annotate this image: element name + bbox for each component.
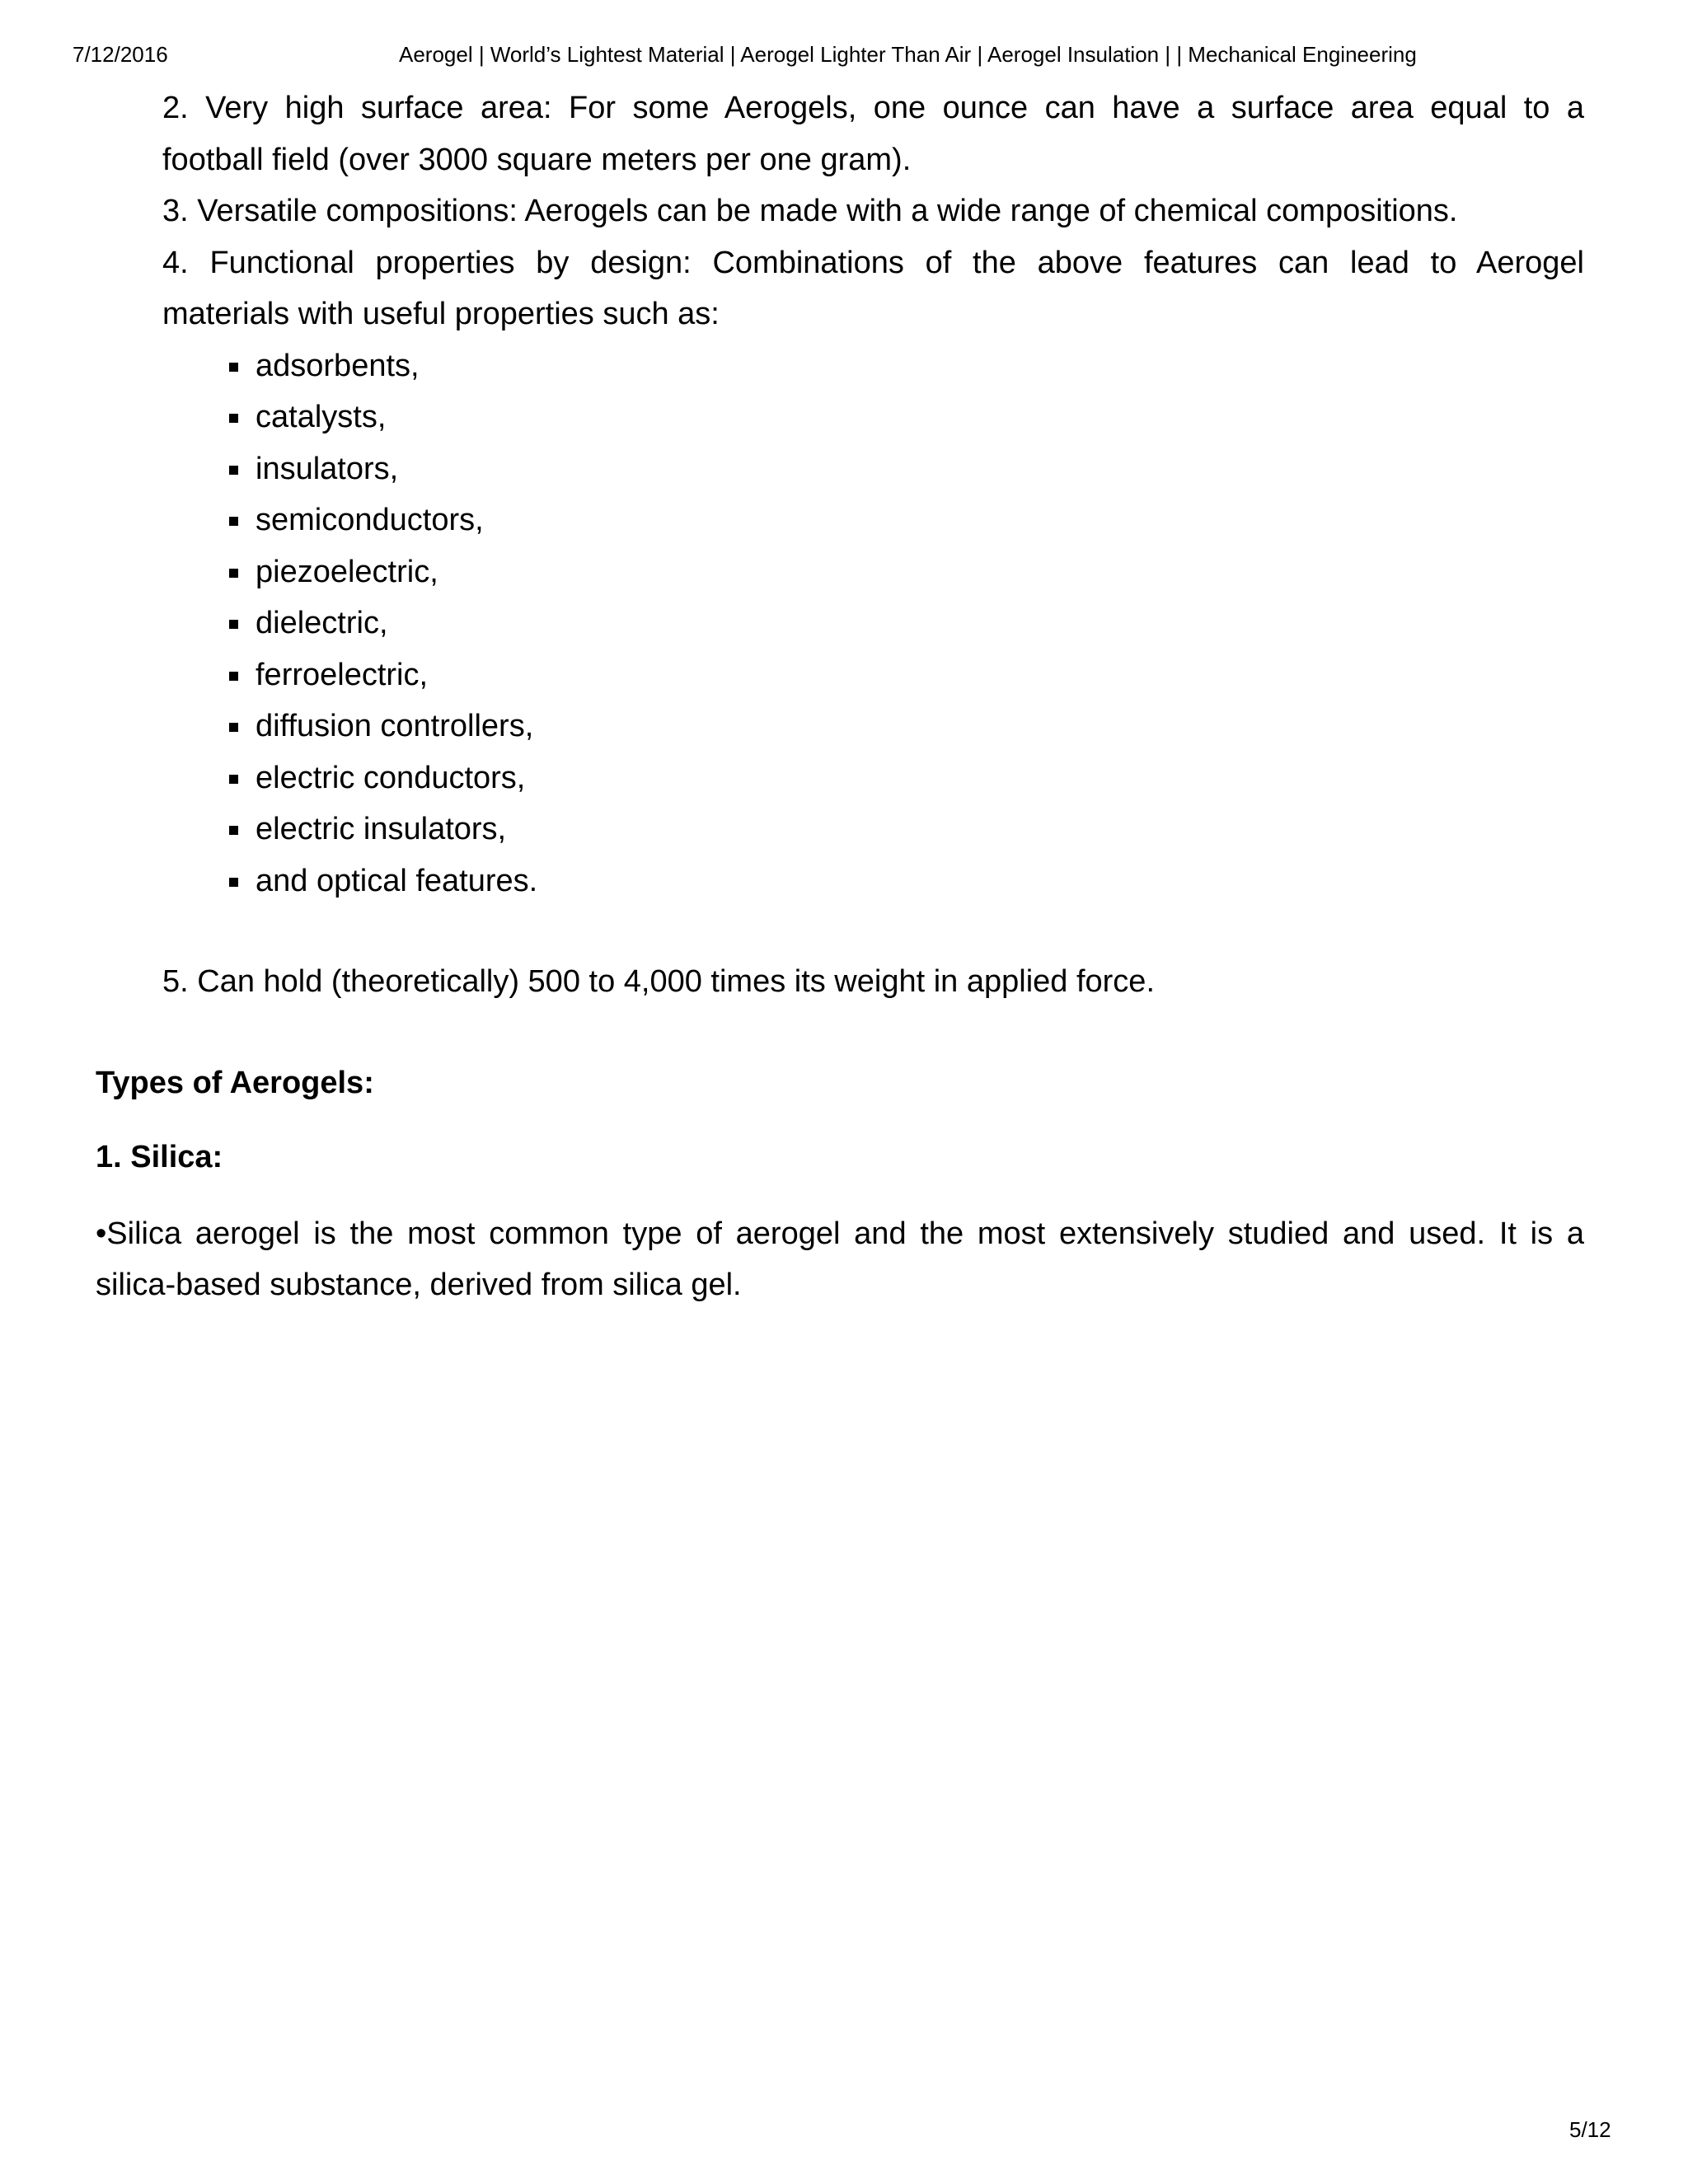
feature-list — [162, 340, 1584, 907]
silica-paragraph-line-2: silica-based substance, derived from silica gel. — [96, 1268, 742, 1302]
page-number: 5/12 — [1569, 2117, 1611, 2142]
feature-text: catalysts, — [256, 400, 387, 434]
feature-text: piezoelectric, — [256, 554, 438, 589]
list-item — [227, 855, 1584, 907]
feature-text: and optical features. — [256, 863, 538, 898]
feature-text: adsorbents, — [256, 348, 420, 383]
square-bullet-icon — [229, 878, 238, 887]
feature-text: ferroelectric, — [256, 657, 429, 692]
property-item-4-line-2: materials with useful properties such as: — [162, 297, 720, 331]
spacer — [96, 1108, 1584, 1132]
square-bullet-icon — [229, 466, 238, 475]
feature-text: diffusion controllers, — [256, 709, 534, 743]
feature-text: dielectric, — [256, 606, 388, 640]
feature-text: semiconductors, — [256, 503, 484, 537]
property-item-5: 5. Can hold (theoretically) 500 to 4,000 times its weight in applied force. — [162, 964, 1155, 999]
feature-text: electric insulators, — [256, 812, 507, 846]
print-date: 7/12/2016 — [73, 42, 168, 67]
list-item — [227, 752, 1584, 804]
square-bullet-icon — [229, 517, 238, 526]
square-bullet-icon — [229, 723, 238, 732]
list-item — [227, 546, 1584, 598]
square-bullet-icon — [229, 363, 238, 372]
properties-list — [162, 82, 1584, 1008]
spacer — [162, 907, 1584, 956]
subsection-heading: 1. Silica: — [96, 1140, 223, 1174]
feature-text: insulators, — [256, 451, 399, 486]
section-heading: Types of Aerogels: — [96, 1065, 374, 1100]
square-bullet-icon — [229, 826, 238, 835]
list-item — [227, 649, 1584, 701]
article-content — [96, 82, 1584, 1311]
list-item — [227, 701, 1584, 752]
square-bullet-icon — [229, 414, 238, 423]
document-title: Aerogel | World’s Lightest Material | Aerogel Lighter Than Air | Aerogel Insulation | | Mechanical Engineering — [399, 42, 1417, 67]
list-item — [227, 804, 1584, 855]
list-item — [227, 340, 1584, 392]
list-item — [227, 494, 1584, 546]
square-bullet-icon — [229, 569, 238, 578]
property-item-2-line-2: football field (over 3000 square meters per one gram). — [162, 142, 912, 177]
list-item — [227, 598, 1584, 649]
square-bullet-icon — [229, 775, 238, 784]
square-bullet-icon — [229, 620, 238, 629]
property-item-4-line-1: 4. Functional properties by design: Combinations of the above features can lead to Aerogel — [162, 245, 1584, 280]
list-item — [227, 391, 1584, 443]
list-item — [227, 443, 1584, 495]
feature-text: electric conductors, — [256, 760, 526, 795]
print-header — [0, 40, 1688, 69]
property-item-3: 3. Versatile compositions: Aerogels can be made with a wide range of chemical compositions. — [162, 194, 1458, 228]
spacer — [96, 1008, 1584, 1057]
property-item-2-line-1: 2. Very high surface area: For some Aerogels, one ounce can have a surface area equal to a — [162, 91, 1584, 125]
square-bullet-icon — [229, 672, 238, 681]
silica-paragraph-line-1: •Silica aerogel is the most common type of aerogel and the most extensively studied and used. It is a — [96, 1216, 1584, 1251]
spacer — [96, 1183, 1584, 1208]
